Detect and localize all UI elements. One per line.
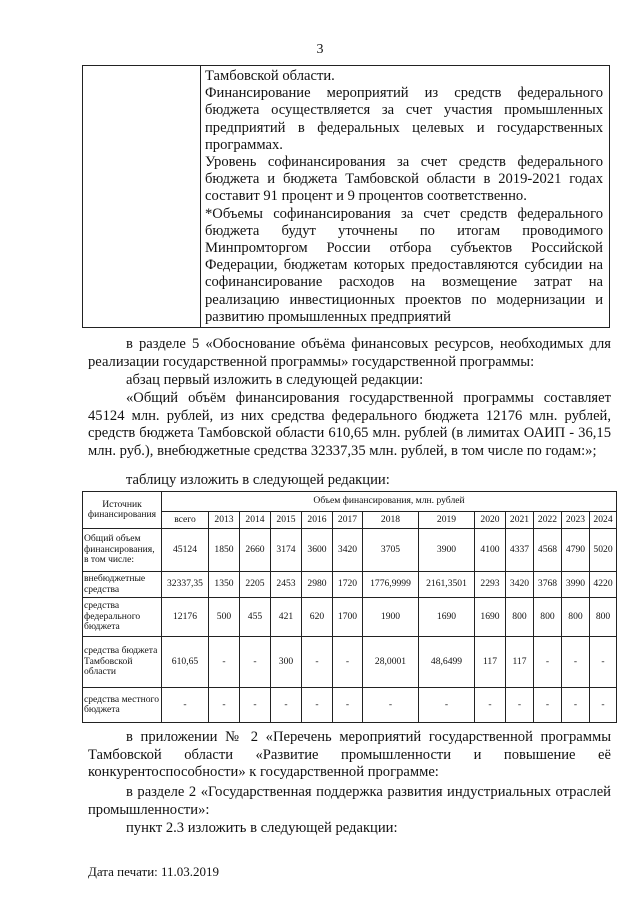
table-cell: 12176 xyxy=(162,598,209,637)
table-cell: 3420 xyxy=(333,529,363,572)
table-cell: - xyxy=(333,688,363,723)
table-cell: 455 xyxy=(240,598,271,637)
table-cell: 4100 xyxy=(475,529,506,572)
table-cell: - xyxy=(333,637,363,688)
column-header: 2013 xyxy=(209,512,240,529)
continuation-paragraph: Финансирование мероприятий из средств федерального бюджета осуществляется за счет участия промышленных предприятий в федеральных целевых и государственных программах. xyxy=(205,85,603,153)
table-cell: 800 xyxy=(562,598,590,637)
table-row xyxy=(83,688,617,723)
row-label: средства федерального бюджета xyxy=(83,598,162,637)
table-cell: 3900 xyxy=(419,529,475,572)
table-row xyxy=(83,598,617,637)
column-header: 2016 xyxy=(302,512,333,529)
table-row xyxy=(83,572,617,598)
table-cell: 2205 xyxy=(240,572,271,598)
table-cell: 2161,3501 xyxy=(419,572,475,598)
table-row xyxy=(83,637,617,688)
table-cell: 1850 xyxy=(209,529,240,572)
table-cell: - xyxy=(419,688,475,723)
table-cell: - xyxy=(302,637,333,688)
table-cell: 1720 xyxy=(333,572,363,598)
column-header: 2015 xyxy=(271,512,302,529)
column-header: 2021 xyxy=(506,512,534,529)
row-label: средства местного бюджета xyxy=(83,688,162,723)
section2-paragraph: в разделе 2 «Государственная поддержка развития индустриальных отраслей промышленности»: xyxy=(88,784,611,818)
table-column-divider xyxy=(200,66,201,327)
column-header: 2014 xyxy=(240,512,271,529)
table-cell: - xyxy=(506,688,534,723)
continuation-paragraph: Уровень софинансирования за счет средств федерального бюджета и бюджета Тамбовской области в 2019-2021 годах составит 91 процент и 9 процентов соответственно. xyxy=(205,154,603,205)
table-cell: 1690 xyxy=(475,598,506,637)
table-cell: 2453 xyxy=(271,572,302,598)
table-cell: 1700 xyxy=(333,598,363,637)
table-cell: 3174 xyxy=(271,529,302,572)
table-cell: 5020 xyxy=(590,529,617,572)
table-cell: - xyxy=(590,688,617,723)
table-cell: - xyxy=(562,637,590,688)
table-intro-paragraph: таблицу изложить в следующей редакции: xyxy=(126,472,390,488)
column-header: 2023 xyxy=(562,512,590,529)
table-cell: 4790 xyxy=(562,529,590,572)
table-cell: 4568 xyxy=(534,529,562,572)
table-cell: 48,6499 xyxy=(419,637,475,688)
table-cell: - xyxy=(271,688,302,723)
table-cell: 800 xyxy=(506,598,534,637)
financing-table xyxy=(82,491,617,723)
appendix-paragraph: в приложении № 2 «Перечень мероприятий государственной программы Тамбовской области «Развитие промышленности и повышение её конкурентоспособности» к государственной программе: xyxy=(88,729,611,781)
column-header: 2024 xyxy=(590,512,617,529)
page-number: 3 xyxy=(316,42,324,57)
continuation-table xyxy=(82,65,610,328)
table-cell: 3420 xyxy=(506,572,534,598)
table-cell: - xyxy=(590,637,617,688)
table-cell: 3990 xyxy=(562,572,590,598)
point-paragraph: пункт 2.3 изложить в следующей редакции: xyxy=(126,820,398,836)
column-header: 2018 xyxy=(363,512,419,529)
volume-header: Объем финансирования, млн. рублей xyxy=(162,492,617,512)
table-cell: 300 xyxy=(271,637,302,688)
table-cell: 4220 xyxy=(590,572,617,598)
table-cell: 4337 xyxy=(506,529,534,572)
table-cell: - xyxy=(534,637,562,688)
table-cell: 1690 xyxy=(419,598,475,637)
table-cell: - xyxy=(162,688,209,723)
continuation-line: Тамбовской области. xyxy=(205,68,335,84)
table-cell: 3768 xyxy=(534,572,562,598)
column-header: 2022 xyxy=(534,512,562,529)
table-row xyxy=(83,529,617,572)
table-cell: 3705 xyxy=(363,529,419,572)
table-cell: 800 xyxy=(534,598,562,637)
table-cell: - xyxy=(363,688,419,723)
row-label: внебюджетные средства xyxy=(83,572,162,598)
table-header-row xyxy=(83,512,617,529)
table-cell: - xyxy=(475,688,506,723)
column-header: 2019 xyxy=(419,512,475,529)
table-cell: 45124 xyxy=(162,529,209,572)
table-cell: 1900 xyxy=(363,598,419,637)
table-cell: - xyxy=(302,688,333,723)
table-cell: 28,0001 xyxy=(363,637,419,688)
table-cell: 620 xyxy=(302,598,333,637)
print-date-footer: Дата печати: 11.03.2019 xyxy=(88,864,220,879)
table-cell: 421 xyxy=(271,598,302,637)
table-cell: 2660 xyxy=(240,529,271,572)
table-cell: 500 xyxy=(209,598,240,637)
table-cell: 3600 xyxy=(302,529,333,572)
table-cell: - xyxy=(209,637,240,688)
table-cell: 32337,35 xyxy=(162,572,209,598)
table-cell: - xyxy=(209,688,240,723)
column-header: 2020 xyxy=(475,512,506,529)
table-cell: - xyxy=(534,688,562,723)
section5-paragraph: в разделе 5 «Обоснование объёма финансовых ресурсов, необходимых для реализации государственной программы» государственной программы: xyxy=(88,336,611,370)
table-cell: 1776,9999 xyxy=(363,572,419,598)
table-cell: 117 xyxy=(475,637,506,688)
column-header: 2017 xyxy=(333,512,363,529)
source-header: Источник финансирования xyxy=(83,492,162,529)
table-cell: 2293 xyxy=(475,572,506,598)
table-cell: - xyxy=(240,688,271,723)
row-label: Общий объем финансирования, в том числе: xyxy=(83,529,162,572)
table-cell: 610,65 xyxy=(162,637,209,688)
column-header: всего xyxy=(162,512,209,529)
table-cell: 1350 xyxy=(209,572,240,598)
continuation-paragraph: *Объемы софинансирования за счет средств федерального бюджета будут уточнены по итогам проводимого Минпромторгом России отбора субъектов Российской Федерации, бюджетам которых предоставляются субсидии на софинансирование расходов на возмещение затрат на реализацию инвестиционных проектов по модернизации и развитию промышленных предприятий xyxy=(205,205,603,325)
table-cell: - xyxy=(562,688,590,723)
continuation-cell xyxy=(205,68,603,326)
quote-paragraph: «Общий объём финансирования государственной программы составляет 45124 млн. рублей, из них средства федерального бюджета 12176 млн. рублей, средств бюджета Тамбовской области 610,65 млн. рублей (в лимитах ОАИП - 36,15 млн. руб.), внебюджетные средства 32337,35 млн. рублей, в том числе по годам:»; xyxy=(88,390,611,459)
table-cell: 800 xyxy=(590,598,617,637)
table-cell: - xyxy=(240,637,271,688)
table-cell: 117 xyxy=(506,637,534,688)
row-label: средства бюджета Тамбовской области xyxy=(83,637,162,688)
abzac-paragraph: абзац первый изложить в следующей редакции: xyxy=(126,372,424,388)
table-cell: 2980 xyxy=(302,572,333,598)
